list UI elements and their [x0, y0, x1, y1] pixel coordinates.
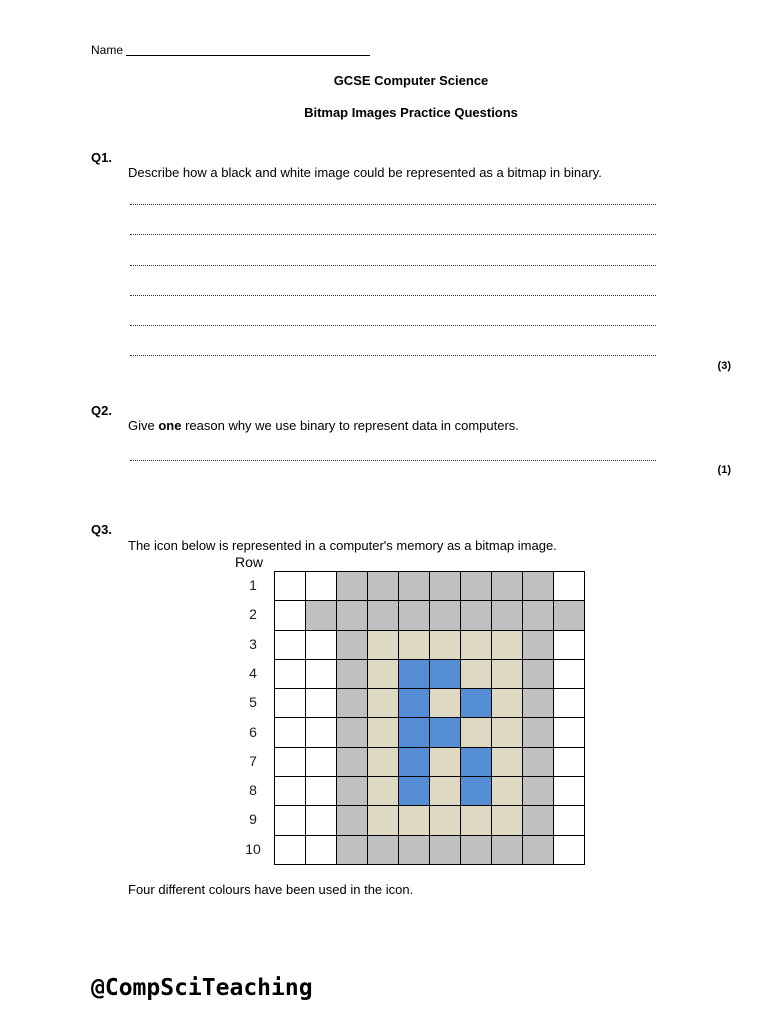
bitmap-cell [523, 777, 554, 806]
bitmap-cell [523, 601, 554, 630]
bitmap-cell [399, 631, 430, 660]
bitmap-cell [461, 631, 492, 660]
row-label: 4 [249, 664, 257, 681]
bitmap-cell [275, 631, 306, 660]
bitmap-cell [306, 748, 337, 777]
row-label: 7 [249, 752, 257, 769]
row-heading: Row [235, 554, 264, 570]
bitmap-cell [492, 806, 523, 835]
bitmap-cell [461, 806, 492, 835]
bitmap-cell [306, 836, 337, 865]
page-subtitle: Bitmap Images Practice Questions [304, 105, 518, 120]
bitmap-cell [275, 718, 306, 747]
bitmap-cell [430, 836, 461, 865]
q1-answer-line[interactable] [130, 204, 656, 205]
bitmap-cell [368, 601, 399, 630]
bitmap-cell [275, 601, 306, 630]
bitmap-cell [275, 572, 306, 601]
bitmap-cell [368, 806, 399, 835]
bitmap-cell [461, 777, 492, 806]
bitmap-cell [430, 572, 461, 601]
bitmap-cell [492, 601, 523, 630]
bitmap-cell [337, 689, 368, 718]
row-label: 9 [249, 811, 257, 828]
bitmap-cell [554, 631, 585, 660]
bitmap-cell [399, 748, 430, 777]
bitmap-cell [523, 631, 554, 660]
bitmap-cell [554, 836, 585, 865]
bitmap-cell [461, 748, 492, 777]
bitmap-cell [275, 777, 306, 806]
bitmap-cell [275, 660, 306, 689]
bitmap-cell [337, 631, 368, 660]
bitmap-cell [306, 660, 337, 689]
bitmap-cell [306, 572, 337, 601]
bitmap-cell [368, 748, 399, 777]
bitmap-cell [523, 718, 554, 747]
bitmap-cell [554, 806, 585, 835]
row-label: 5 [249, 694, 257, 711]
bitmap-cell [523, 689, 554, 718]
bitmap-cell [430, 777, 461, 806]
bitmap-cell [492, 660, 523, 689]
bitmap-cell [337, 748, 368, 777]
bitmap-cell [430, 601, 461, 630]
bitmap-cell [306, 777, 337, 806]
bitmap-cell [430, 748, 461, 777]
bitmap-cell [523, 748, 554, 777]
bitmap-cell [492, 836, 523, 865]
bitmap-grid [274, 571, 585, 865]
bitmap-cell [306, 806, 337, 835]
footer-handle: @CompSciTeaching [91, 975, 313, 1001]
q1-text: Describe how a black and white image could be represented as a bitmap in binary. [128, 165, 602, 180]
bitmap-cell [368, 777, 399, 806]
bitmap-cell [492, 748, 523, 777]
q3-text: The icon below is represented in a computer's memory as a bitmap image. [128, 538, 557, 553]
bitmap-cell [306, 689, 337, 718]
bitmap-cell [430, 660, 461, 689]
bitmap-cell [337, 572, 368, 601]
bitmap-cell [306, 718, 337, 747]
bitmap-cell [430, 718, 461, 747]
bitmap-cell [275, 836, 306, 865]
bitmap-cell [275, 806, 306, 835]
bitmap-cell [461, 572, 492, 601]
row-label: 6 [249, 723, 257, 740]
bitmap-cell [554, 572, 585, 601]
q1-answer-line[interactable] [130, 234, 656, 235]
bitmap-cell [337, 718, 368, 747]
bitmap-cell [337, 836, 368, 865]
bitmap-cell [337, 660, 368, 689]
q3-number: Q3. [91, 522, 112, 537]
bitmap-cell [492, 572, 523, 601]
bitmap-cell [368, 572, 399, 601]
bitmap-cell [399, 718, 430, 747]
bitmap-cell [399, 601, 430, 630]
bitmap-cell [399, 777, 430, 806]
row-label: 1 [249, 577, 257, 593]
bitmap-cell [554, 689, 585, 718]
bitmap-cell [430, 689, 461, 718]
bitmap-cell [461, 718, 492, 747]
bitmap-cell [492, 777, 523, 806]
page-title: GCSE Computer Science [333, 73, 489, 88]
bitmap-cell [337, 601, 368, 630]
bitmap-cell [523, 806, 554, 835]
bitmap-cell [492, 689, 523, 718]
q2-marks: (1) [717, 464, 731, 476]
bitmap-cell [399, 572, 430, 601]
bitmap-cell [399, 806, 430, 835]
bitmap-cell [368, 836, 399, 865]
q1-answer-line[interactable] [130, 265, 656, 266]
bitmap-cell [523, 572, 554, 601]
bitmap-cell [554, 601, 585, 630]
bitmap-cell [337, 777, 368, 806]
bitmap-cell [554, 660, 585, 689]
bitmap-cell [523, 836, 554, 865]
bitmap-cell [399, 660, 430, 689]
bitmap-cell [306, 601, 337, 630]
bitmap-cell [430, 806, 461, 835]
bitmap-cell [554, 718, 585, 747]
name-label: Name [91, 43, 124, 57]
row-label: 3 [249, 635, 257, 652]
q2-answer-line[interactable] [130, 460, 656, 461]
bitmap-cell [368, 718, 399, 747]
bitmap-cell [399, 836, 430, 865]
bitmap-cell [461, 836, 492, 865]
name-line[interactable] [126, 55, 370, 56]
bitmap-cell [461, 689, 492, 718]
q2-text: Give one reason why we use binary to represent data in computers. [128, 418, 519, 433]
bitmap-cell [554, 777, 585, 806]
q2-number: Q2. [91, 403, 112, 418]
q3-after-text: Four different colours have been used in the icon. [128, 882, 414, 897]
bitmap-cell [368, 660, 399, 689]
q1-answer-line[interactable] [130, 355, 656, 356]
q1-answer-line[interactable] [130, 295, 656, 296]
bitmap-cell [430, 631, 461, 660]
row-label: 2 [249, 606, 257, 623]
bitmap-cell [554, 748, 585, 777]
bitmap-cell [337, 806, 368, 835]
bitmap-cell [399, 689, 430, 718]
q1-answer-line[interactable] [130, 325, 656, 326]
bitmap-cell [492, 631, 523, 660]
bitmap-cell [461, 601, 492, 630]
bitmap-cell [523, 660, 554, 689]
bitmap-cell [275, 748, 306, 777]
bitmap-cell [492, 718, 523, 747]
bitmap-cell [368, 689, 399, 718]
bitmap-cell [275, 689, 306, 718]
bitmap-cell [368, 631, 399, 660]
q1-marks: (3) [717, 360, 731, 372]
q2-emphasis: one [158, 418, 182, 433]
row-label: 10 [245, 840, 261, 857]
q1-number: Q1. [91, 150, 112, 165]
bitmap-cell [461, 660, 492, 689]
bitmap-cell [306, 631, 337, 660]
row-label: 8 [249, 782, 257, 799]
